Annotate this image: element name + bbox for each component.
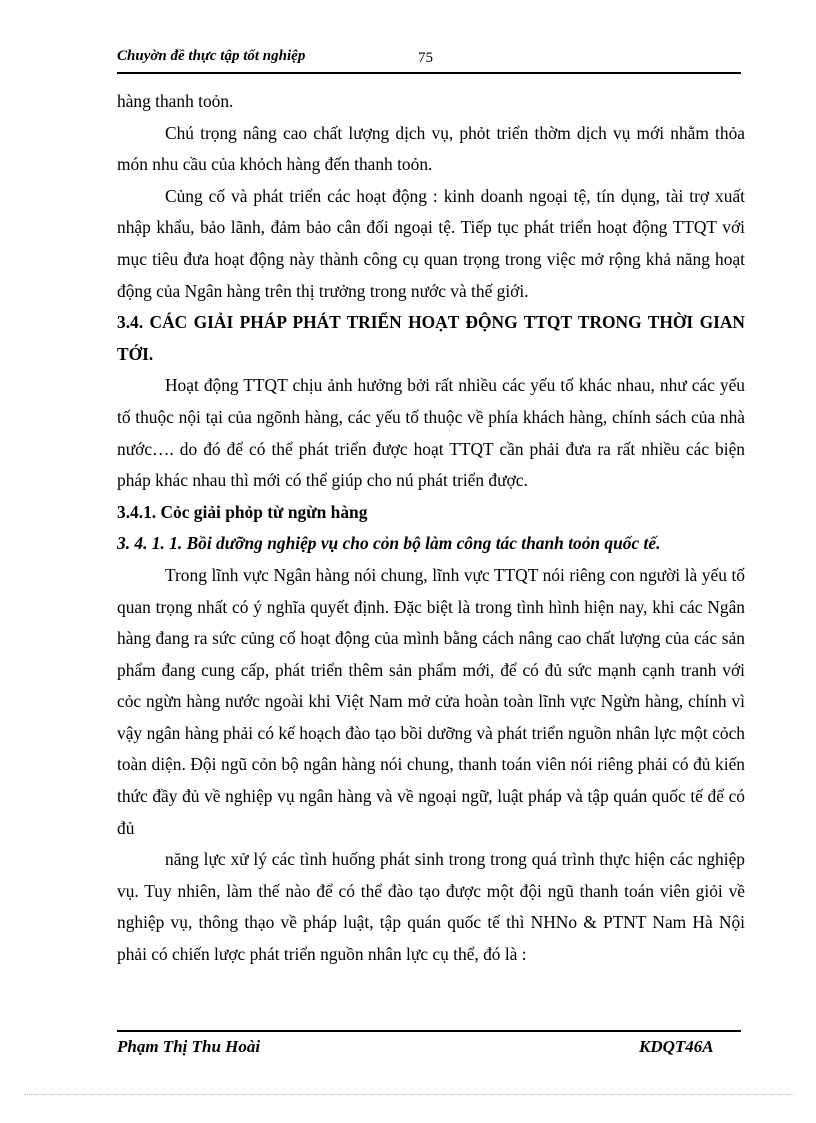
footer-author: Phạm Thị Thu Hoài bbox=[117, 1037, 261, 1056]
page-header bbox=[117, 46, 741, 74]
subsection-heading: 3.4.1. Cỏc giải phỏp từ ngừn hàng bbox=[117, 501, 368, 522]
page-body bbox=[117, 86, 745, 971]
page-number: 75 bbox=[418, 50, 433, 66]
page-edge-divider bbox=[24, 1094, 794, 1095]
paragraph: Củng cố và phát triển các hoạt động : kinh doanh ngoại tệ, tín dụng, tài trợ xuất nhập khẩu, bảo lãnh, đảm bảo cân đối ngoại tệ. Tiếp tục phát triển hoạt động TTQT với mục tiêu đưa hoạt động này thành công cụ quan trọng trong việc mở rộng khả năng hoạt động của Ngân hàng trên thị trưởng trong nước và thế giới. bbox=[117, 185, 745, 301]
paragraph: hàng thanh toỏn. bbox=[117, 91, 234, 111]
footer-divider bbox=[117, 1030, 741, 1032]
paragraph: Trong lĩnh vực Ngân hàng nói chung, lĩnh vực TTQT nói riêng con người là yếu tố quan trọng nhất có ý nghĩa quyết định. Đặc biệt là trong tình hình hiện nay, khi các Ngân hàng đang ra sức củng cố hoạt động của mình bằng cách nâng cao chất lượng của các sản phẩm đang cung cấp, phát triển thêm sản phẩm mới, để có đủ sức mạnh cạnh tranh với cỏc ngừn hàng nước ngoài khi Việt Nam mở cửa hoàn toàn lĩnh vực Ngừn hàng, chính vì vậy ngân hàng phải có kế hoạch đào tạo bồi dưỡng và phát triển nguồn nhân lực một cỏch toàn diện. Đội ngũ cỏn bộ ngân hàng nói chung, thanh toán viên nói riêng phải có đủ kiến thức đầy đủ về nghiệp vụ ngân hàng và về ngoại ngữ, luật pháp và tập quán quốc tế để có đủ bbox=[117, 564, 745, 838]
subsubsection-heading: 3. 4. 1. 1. Bồi dưỡng nghiệp vụ cho cỏn bộ làm công tác thanh toỏn quốc tế. bbox=[117, 533, 661, 554]
document-title: Chuyờn đề thực tập tốt nghiệp bbox=[117, 48, 306, 64]
section-heading: 3.4. CÁC GIẢI PHÁP PHÁT TRIỂN HOẠT ĐỘNG TTQT TRONG THỜI GIAN TỚI. bbox=[117, 312, 745, 364]
paragraph: Hoạt động TTQT chịu ảnh hưởng bởi rất nhiều các yếu tố khác nhau, như các yếu tố thuộc nội tại của ngõnh hàng, các yếu tố thuộc về phía khách hàng, chính sách của nhà nước…. do đó để có thể phát triển được hoạt TTQT cần phải đưa ra rất nhiều các biện pháp khác nhau thì mới có thể giúp cho nú phát triển được. bbox=[117, 375, 745, 491]
footer-class-code: KDQT46A bbox=[639, 1037, 714, 1056]
paragraph: Chú trọng nâng cao chất lượng dịch vụ, phỏt triển thờm dịch vụ mới nhằm thỏa món nhu cầu của khỏch hàng đến thanh toỏn. bbox=[117, 122, 745, 175]
paragraph: năng lực xử lý các tình huống phát sinh trong trong quá trình thực hiện các nghiệp vụ. Tuy nhiên, làm thế nào để có thể đào tạo được một đội ngũ thanh toán viên giỏi về nghiệp vụ, thông thạo về pháp luật, tập quán quốc tế thì NHNo & PTNT Nam Hà Nội phải có chiến lược phát triển nguồn nhân lực cụ thể, đó là : bbox=[117, 849, 745, 965]
